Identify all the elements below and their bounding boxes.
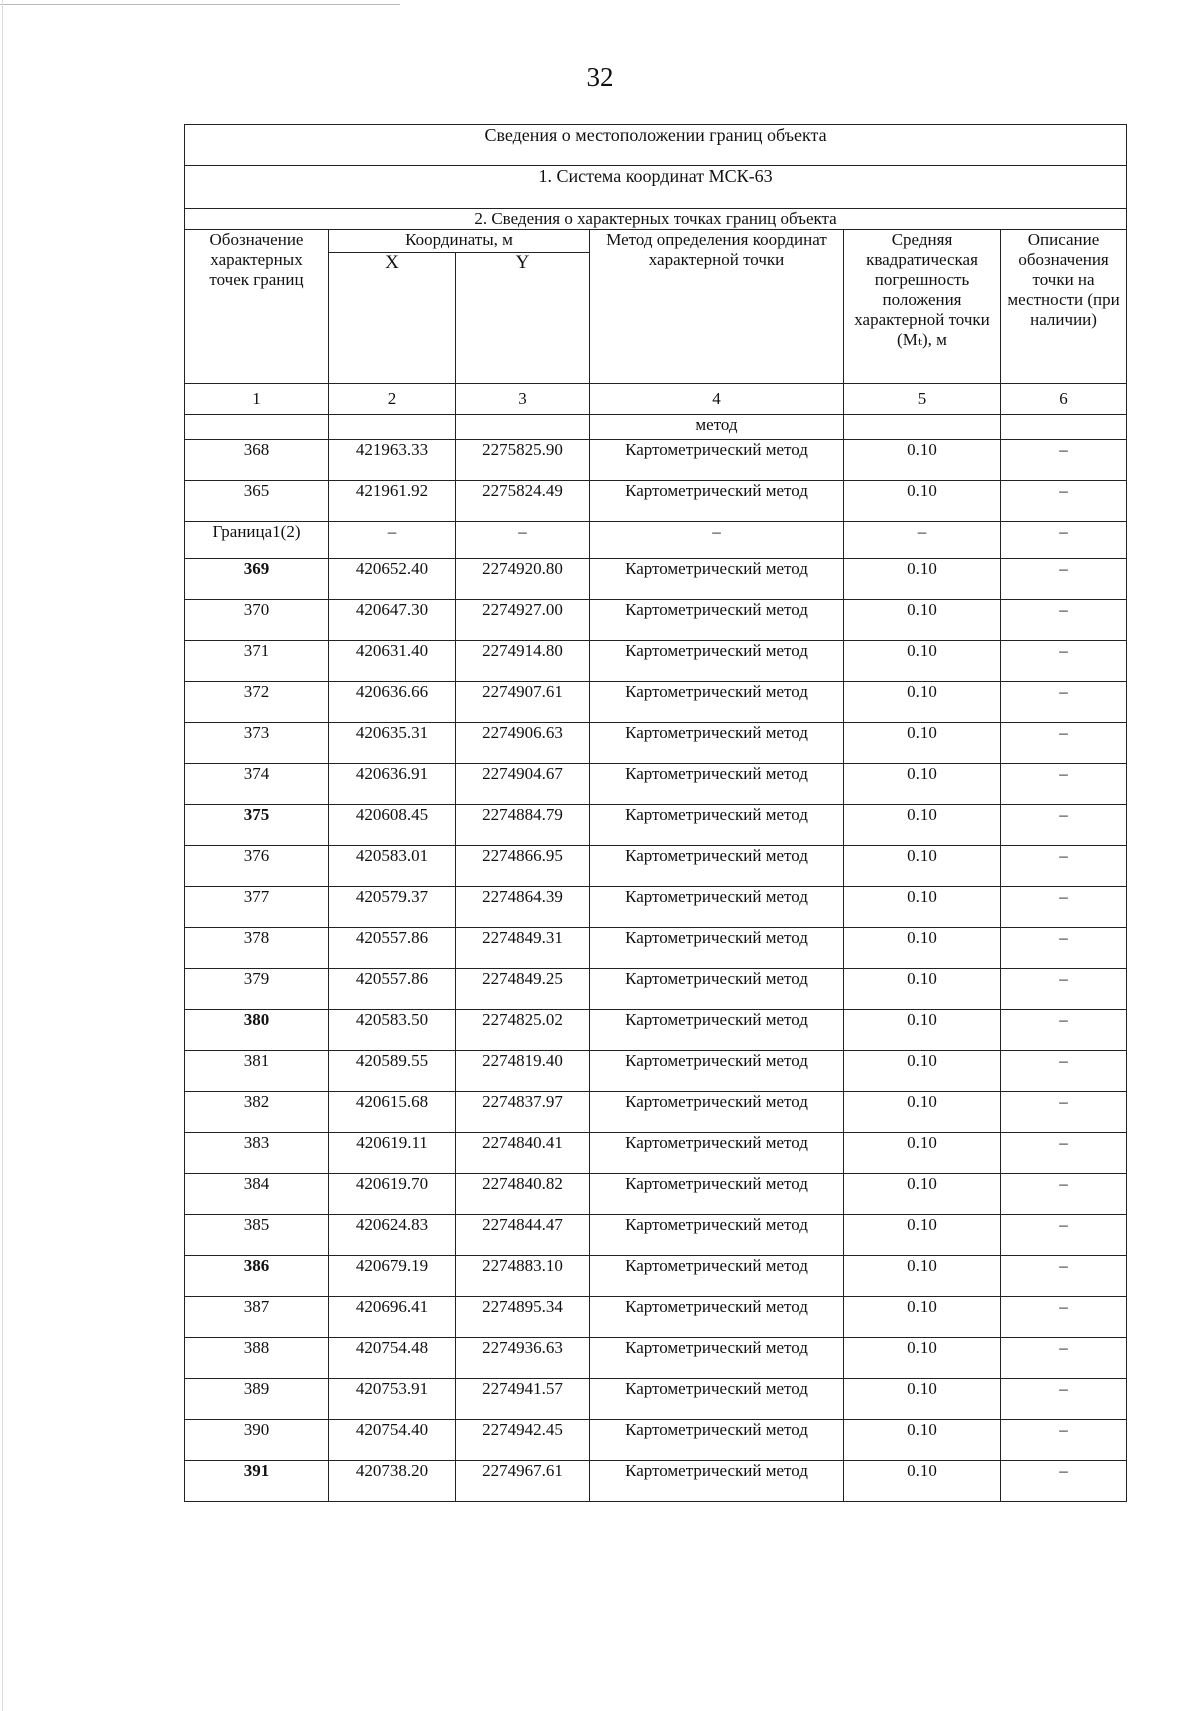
y-coordinate-cell: 2274895.34 — [456, 1297, 590, 1338]
table-row — [185, 1420, 1127, 1461]
error-value-cell: 0.10 — [844, 887, 1001, 928]
description-cell: – — [1001, 764, 1127, 805]
x-coordinate-cell: 420557.86 — [329, 969, 456, 1010]
point-id-cell: 387 — [185, 1297, 329, 1338]
table-row — [185, 1215, 1127, 1256]
description-cell: – — [1001, 682, 1127, 723]
table-row — [185, 1297, 1127, 1338]
method-cell: Картометрический метод — [590, 723, 844, 764]
description-cell: – — [1001, 928, 1127, 969]
header-coordinates: Координаты, м — [329, 230, 590, 253]
point-id-cell: 380 — [185, 1010, 329, 1051]
point-id-cell: 385 — [185, 1215, 329, 1256]
x-coordinate-cell: 420608.45 — [329, 805, 456, 846]
point-id-cell: 371 — [185, 641, 329, 682]
x-coordinate-cell: 420615.68 — [329, 1092, 456, 1133]
table-row — [185, 600, 1127, 641]
x-coordinate-cell: 420679.19 — [329, 1256, 456, 1297]
continuation-row — [185, 415, 1127, 440]
table-row — [185, 1010, 1127, 1051]
point-id-cell: 384 — [185, 1174, 329, 1215]
table-row — [185, 723, 1127, 764]
description-cell: – — [1001, 600, 1127, 641]
description-cell: – — [1001, 1379, 1127, 1420]
table-row — [185, 559, 1127, 600]
x-coordinate-cell: 420738.20 — [329, 1461, 456, 1502]
scan-artifact-edge — [2, 0, 3, 1711]
y-coordinate-cell: 2274907.61 — [456, 682, 590, 723]
y-coordinate-cell: 2274936.63 — [456, 1338, 590, 1379]
method-cell: Картометрический метод — [590, 969, 844, 1010]
method-cell: Картометрический метод — [590, 887, 844, 928]
method-cell: Картометрический метод — [590, 1010, 844, 1051]
error-value-cell: 0.10 — [844, 1174, 1001, 1215]
y-coordinate-cell: 2274884.79 — [456, 805, 590, 846]
y-coordinate-cell: 2274864.39 — [456, 887, 590, 928]
column-number: 5 — [844, 384, 1001, 415]
table-row — [185, 1133, 1127, 1174]
description-cell: – — [1001, 1174, 1127, 1215]
x-coordinate-cell: 420624.83 — [329, 1215, 456, 1256]
y-coordinate-cell: 2274844.47 — [456, 1215, 590, 1256]
x-coordinate-cell: 420754.48 — [329, 1338, 456, 1379]
y-coordinate-cell: 2274840.41 — [456, 1133, 590, 1174]
description-cell: – — [1001, 969, 1127, 1010]
description-cell: – — [1001, 1256, 1127, 1297]
y-coordinate-cell: 2274920.80 — [456, 559, 590, 600]
x-coordinate-cell: 420635.31 — [329, 723, 456, 764]
y-coordinate-cell: 2274840.82 — [456, 1174, 590, 1215]
table-row — [185, 641, 1127, 682]
y-coordinate-cell: 2274914.80 — [456, 641, 590, 682]
point-id-cell: 369 — [185, 559, 329, 600]
x-coordinate-cell: 420619.70 — [329, 1174, 456, 1215]
table-row — [185, 1174, 1127, 1215]
x-coordinate-cell: 420652.40 — [329, 559, 456, 600]
error-value-cell: 0.10 — [844, 682, 1001, 723]
header-y: Y — [456, 253, 590, 384]
x-coordinate-cell: 420589.55 — [329, 1051, 456, 1092]
x-coordinate-cell: 420696.41 — [329, 1297, 456, 1338]
error-value-cell: 0.10 — [844, 1338, 1001, 1379]
method-cell: Картометрический метод — [590, 928, 844, 969]
page-number: 32 — [586, 62, 614, 92]
point-id-cell: Граница1(2) — [185, 522, 329, 559]
point-id-cell: 375 — [185, 805, 329, 846]
error-value-cell: 0.10 — [844, 440, 1001, 481]
description-cell: – — [1001, 1215, 1127, 1256]
table-row — [185, 522, 1127, 559]
table-row — [185, 846, 1127, 887]
table-row — [185, 1338, 1127, 1379]
point-id-cell: 374 — [185, 764, 329, 805]
y-coordinate-cell: 2274866.95 — [456, 846, 590, 887]
error-value-cell: 0.10 — [844, 723, 1001, 764]
description-cell: – — [1001, 559, 1127, 600]
table-title: Сведения о местоположении границ объекта — [185, 125, 1127, 166]
point-id-cell: 383 — [185, 1133, 329, 1174]
column-numbers-row — [185, 384, 1127, 415]
column-number: 4 — [590, 384, 844, 415]
error-value-cell: 0.10 — [844, 641, 1001, 682]
error-value-cell: 0.10 — [844, 1092, 1001, 1133]
error-value-cell: 0.10 — [844, 1051, 1001, 1092]
x-coordinate-cell: 420619.11 — [329, 1133, 456, 1174]
x-coordinate-cell: 420631.40 — [329, 641, 456, 682]
empty-cell — [185, 415, 329, 440]
description-cell: – — [1001, 1338, 1127, 1379]
method-cell: Картометрический метод — [590, 846, 844, 887]
error-value-cell: 0.10 — [844, 559, 1001, 600]
table-row — [185, 1379, 1127, 1420]
description-cell: – — [1001, 1133, 1127, 1174]
empty-cell — [1001, 415, 1127, 440]
x-coordinate-cell: 420754.40 — [329, 1420, 456, 1461]
description-cell: – — [1001, 1297, 1127, 1338]
y-coordinate-cell: 2274849.31 — [456, 928, 590, 969]
method-cell: Картометрический метод — [590, 1461, 844, 1502]
x-coordinate-cell: 420753.91 — [329, 1379, 456, 1420]
error-value-cell: 0.10 — [844, 805, 1001, 846]
table-row — [185, 805, 1127, 846]
table-row — [185, 481, 1127, 522]
point-id-cell: 376 — [185, 846, 329, 887]
continuation-method: метод — [590, 415, 844, 440]
table-row — [185, 1092, 1127, 1133]
error-value-cell: – — [844, 522, 1001, 559]
error-value-cell: 0.10 — [844, 1010, 1001, 1051]
method-cell: Картометрический метод — [590, 1338, 844, 1379]
x-coordinate-cell: 420636.66 — [329, 682, 456, 723]
description-cell: – — [1001, 440, 1127, 481]
method-cell: Картометрический метод — [590, 641, 844, 682]
y-coordinate-cell: 2274927.00 — [456, 600, 590, 641]
point-id-cell: 379 — [185, 969, 329, 1010]
description-cell: – — [1001, 522, 1127, 559]
description-cell: – — [1001, 1420, 1127, 1461]
point-id-cell: 390 — [185, 1420, 329, 1461]
point-id-cell: 389 — [185, 1379, 329, 1420]
y-coordinate-cell: 2274883.10 — [456, 1256, 590, 1297]
description-cell: – — [1001, 1461, 1127, 1502]
x-coordinate-cell: 421963.33 — [329, 440, 456, 481]
point-id-cell: 386 — [185, 1256, 329, 1297]
method-cell: Картометрический метод — [590, 1174, 844, 1215]
x-coordinate-cell: 420636.91 — [329, 764, 456, 805]
column-number: 3 — [456, 384, 590, 415]
table-row — [185, 682, 1127, 723]
y-coordinate-cell: – — [456, 522, 590, 559]
error-value-cell: 0.10 — [844, 1215, 1001, 1256]
description-cell: – — [1001, 887, 1127, 928]
table-row — [185, 1461, 1127, 1502]
table-row — [185, 928, 1127, 969]
error-value-cell: 0.10 — [844, 1461, 1001, 1502]
table-row — [185, 440, 1127, 481]
y-coordinate-cell: 2274849.25 — [456, 969, 590, 1010]
point-id-cell: 391 — [185, 1461, 329, 1502]
column-number: 6 — [1001, 384, 1127, 415]
table-row — [185, 1256, 1127, 1297]
y-coordinate-cell: 2274941.57 — [456, 1379, 590, 1420]
y-coordinate-cell: 2275825.90 — [456, 440, 590, 481]
description-cell: – — [1001, 1051, 1127, 1092]
method-cell: Картометрический метод — [590, 559, 844, 600]
error-value-cell: 0.10 — [844, 481, 1001, 522]
point-id-cell: 377 — [185, 887, 329, 928]
y-coordinate-cell: 2274942.45 — [456, 1420, 590, 1461]
y-coordinate-cell: 2274904.67 — [456, 764, 590, 805]
y-coordinate-cell: 2274837.97 — [456, 1092, 590, 1133]
point-id-cell: 365 — [185, 481, 329, 522]
error-value-cell: 0.10 — [844, 1256, 1001, 1297]
table-row — [185, 969, 1127, 1010]
x-coordinate-cell: 420647.30 — [329, 600, 456, 641]
scan-artifact-line — [0, 4, 400, 5]
point-id-cell: 368 — [185, 440, 329, 481]
point-id-cell: 388 — [185, 1338, 329, 1379]
error-value-cell: 0.10 — [844, 928, 1001, 969]
table-row — [185, 1051, 1127, 1092]
y-coordinate-cell: 2274906.63 — [456, 723, 590, 764]
y-coordinate-cell: 2274825.02 — [456, 1010, 590, 1051]
description-cell: – — [1001, 846, 1127, 887]
column-number: 1 — [185, 384, 329, 415]
description-cell: – — [1001, 641, 1127, 682]
point-id-cell: 378 — [185, 928, 329, 969]
y-coordinate-cell: 2274967.61 — [456, 1461, 590, 1502]
method-cell: Картометрический метод — [590, 481, 844, 522]
error-value-cell: 0.10 — [844, 1420, 1001, 1461]
x-coordinate-cell: 420583.50 — [329, 1010, 456, 1051]
x-coordinate-cell: 420579.37 — [329, 887, 456, 928]
error-value-cell: 0.10 — [844, 1379, 1001, 1420]
method-cell: – — [590, 522, 844, 559]
description-cell: – — [1001, 1092, 1127, 1133]
empty-cell — [844, 415, 1001, 440]
empty-cell — [456, 415, 590, 440]
method-cell: Картометрический метод — [590, 1215, 844, 1256]
method-cell: Картометрический метод — [590, 1420, 844, 1461]
error-value-cell: 0.10 — [844, 846, 1001, 887]
y-coordinate-cell: 2275824.49 — [456, 481, 590, 522]
header-method: Метод определения координат характерной точки — [590, 230, 844, 384]
method-cell: Картометрический метод — [590, 1092, 844, 1133]
method-cell: Картометрический метод — [590, 1256, 844, 1297]
boundary-points-table — [184, 124, 1127, 1502]
method-cell: Картометрический метод — [590, 1297, 844, 1338]
column-number: 2 — [329, 384, 456, 415]
point-id-cell: 373 — [185, 723, 329, 764]
method-cell: Картометрический метод — [590, 440, 844, 481]
method-cell: Картометрический метод — [590, 600, 844, 641]
table-row — [185, 887, 1127, 928]
point-id-cell: 372 — [185, 682, 329, 723]
table-row — [185, 764, 1127, 805]
method-cell: Картометрический метод — [590, 1379, 844, 1420]
method-cell: Картометрический метод — [590, 805, 844, 846]
x-coordinate-cell: – — [329, 522, 456, 559]
method-cell: Картометрический метод — [590, 1051, 844, 1092]
empty-cell — [329, 415, 456, 440]
point-id-cell: 370 — [185, 600, 329, 641]
method-cell: Картометрический метод — [590, 1133, 844, 1174]
error-value-cell: 0.10 — [844, 600, 1001, 641]
header-designation: Обозначение характерных точек границ — [185, 230, 329, 384]
point-id-cell: 381 — [185, 1051, 329, 1092]
x-coordinate-cell: 421961.92 — [329, 481, 456, 522]
error-value-cell: 0.10 — [844, 1133, 1001, 1174]
coordinate-system: 1. Система координат МСК-63 — [185, 166, 1127, 209]
x-coordinate-cell: 420557.86 — [329, 928, 456, 969]
method-cell: Картометрический метод — [590, 764, 844, 805]
description-cell: – — [1001, 1010, 1127, 1051]
x-coordinate-cell: 420583.01 — [329, 846, 456, 887]
point-id-cell: 382 — [185, 1092, 329, 1133]
description-cell: – — [1001, 805, 1127, 846]
description-cell: – — [1001, 481, 1127, 522]
header-description: Описание обозначения точки на местности (при наличии) — [1001, 230, 1127, 384]
header-error: Средняя квадратическая погрешность положения характерной точки (Mₜ), м — [844, 230, 1001, 384]
header-x: X — [329, 253, 456, 384]
y-coordinate-cell: 2274819.40 — [456, 1051, 590, 1092]
error-value-cell: 0.10 — [844, 1297, 1001, 1338]
method-cell: Картометрический метод — [590, 682, 844, 723]
error-value-cell: 0.10 — [844, 764, 1001, 805]
points-section-title: 2. Сведения о характерных точках границ объекта — [185, 209, 1127, 230]
error-value-cell: 0.10 — [844, 969, 1001, 1010]
description-cell: – — [1001, 723, 1127, 764]
